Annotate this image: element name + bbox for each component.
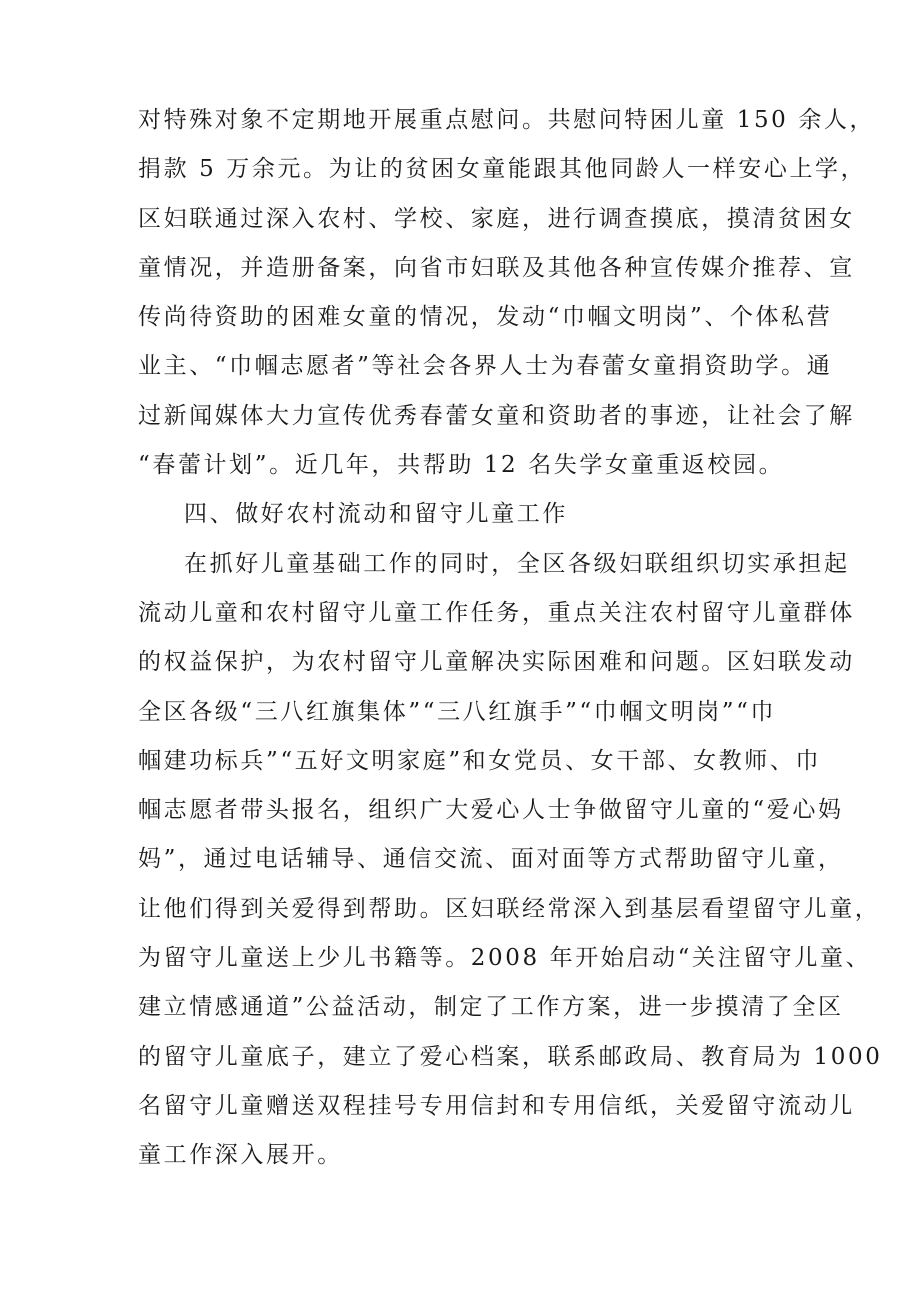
document-body: [138, 96, 883, 1181]
text-line: 过新闻媒体大力宣传优秀春蕾女童和资助者的事迹，让社会了解: [138, 402, 855, 429]
text-line: 区妇联通过深入农村、学校、家庭，进行调查摸底，摸清贫困女: [138, 205, 855, 232]
text-line: 全区各级“三八红旗集体”“三八红旗手”“巾帼文明岗”“巾: [138, 698, 777, 725]
text-line: 建立情感通道”公益活动，制定了工作方案，进一步摸清了全区: [138, 994, 844, 1021]
paragraph-1: [138, 96, 876, 490]
text-line: 传尚待资助的困难女童的情况，发动“巾帼文明岗”、个体私营: [138, 304, 833, 331]
text-line: 的留守儿童底子，建立了爱心档案，联系邮政局、教育局为 1000: [138, 1043, 883, 1070]
text-line: 帼志愿者带头报名，组织广大爱心人士争做留守儿童的“爱心妈: [138, 797, 844, 824]
text-line: 为留守儿童送上少儿书籍等。2008 年开始启动“关注留守儿童、: [138, 945, 872, 972]
text-line: 在抓好儿童基础工作的同时，全区各级妇联组织切实承担起: [184, 550, 850, 577]
text-line: 名留守儿童赠送双程挂号专用信封和专用信纸，关爱留守流动儿: [138, 1092, 855, 1119]
text-line: 帼建功标兵”“五好文明家庭”和女党员、女干部、女教师、巾: [138, 747, 822, 774]
text-line: 童工作深入展开。: [138, 1142, 343, 1169]
text-line: 妈”，通过电话辅导、通信交流、面对面等方式帮助留守儿童，: [138, 846, 844, 873]
text-line: 业主、“巾帼志愿者”等社会各界人士为春蕾女童捐资助学。通: [138, 353, 833, 380]
text-line: 捐款 5 万余元。为让的贫困女童能跟其他同龄人一样安心上学，: [138, 156, 867, 183]
text-line: 对特殊对象不定期地开展重点慰问。共慰问特困儿童 150 余人，: [138, 107, 876, 133]
text-line: “春蕾计划”。近几年，共帮助 12 名失学女童重返校园。: [138, 452, 785, 479]
text-line: 让他们得到关爱得到帮助。区妇联经常深入到基层看望留守儿童，: [138, 895, 881, 922]
text-line: 童情况，并造册备案，向省市妇联及其他各种宣传媒介推荐、宣: [138, 254, 855, 281]
text-line: 流动儿童和农村留守儿童工作任务，重点关注农村留守儿童群体: [138, 599, 855, 626]
section-heading: 四、做好农村流动和留守儿童工作: [184, 501, 568, 528]
text-line: 的权益保护，为农村留守儿童解决实际困难和问题。区妇联发动: [138, 649, 855, 676]
paragraph-2: [138, 540, 883, 1181]
